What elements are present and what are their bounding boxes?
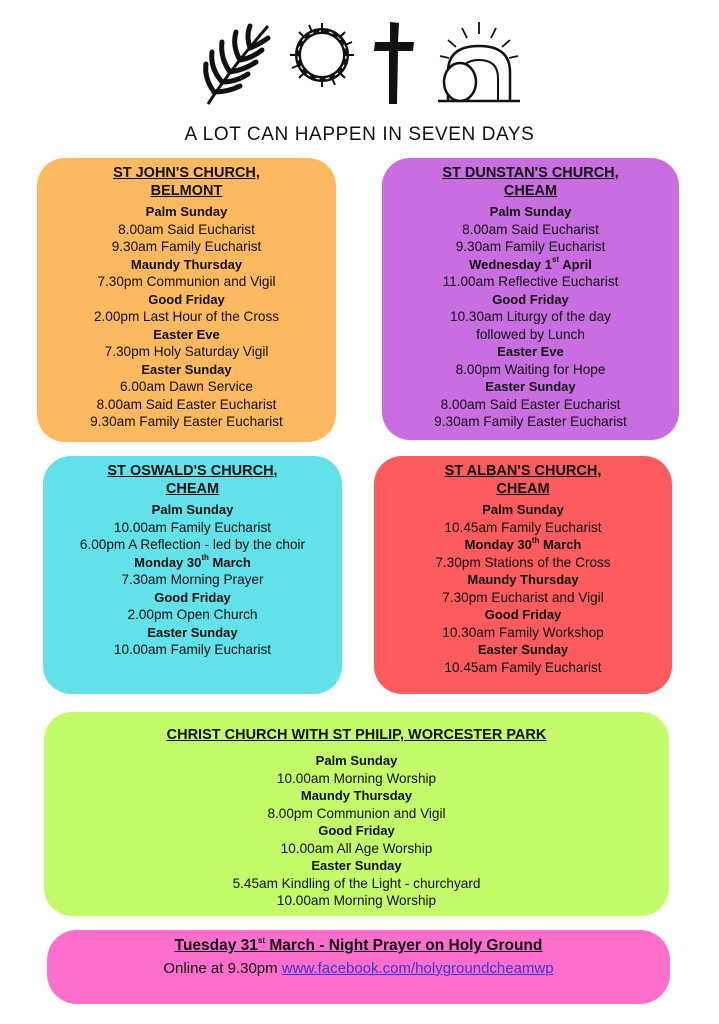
service-time <box>43 606 342 624</box>
line-text: Monday 30 <box>464 537 532 552</box>
line-text: 10.00am All Age Worship <box>280 840 433 856</box>
line-text: 8.00am Said Easter Eucharist <box>440 396 621 412</box>
line-sup: st <box>551 255 560 265</box>
service-time <box>374 589 672 607</box>
line-text: 7.30pm Communion and Vigil <box>97 274 276 289</box>
line-text: Monday 30 <box>134 554 202 570</box>
service-day <box>382 291 679 309</box>
banner-title-pre: Tuesday 31 <box>174 937 258 954</box>
service-day <box>44 857 669 875</box>
church-card-st-dunstans <box>382 158 679 440</box>
line-text: 6.00pm A Reflection - led by the choir <box>79 537 306 552</box>
night-prayer-banner <box>47 930 670 1004</box>
service-time <box>37 273 336 291</box>
line-text: 7.30pm Stations of the Cross <box>435 554 611 570</box>
line-text: 9.30am Family Easter Eucharist <box>434 414 627 429</box>
service-list <box>374 501 672 676</box>
line-text: 2.00pm Last Hour of the Cross <box>93 309 280 324</box>
line-text: 7.30pm Eucharist and Vigil <box>442 589 604 605</box>
line-text: Palm Sunday <box>489 204 572 219</box>
service-day <box>44 787 669 805</box>
line-text: 8.00am Said Eucharist <box>462 221 599 237</box>
service-time <box>382 413 679 431</box>
service-time <box>44 840 669 858</box>
service-day <box>43 554 342 572</box>
line-text: Maundy Thursday <box>130 256 243 272</box>
service-day <box>44 822 669 840</box>
line-text: 10.00am Family Eucharist <box>113 642 272 657</box>
line-text: Good Friday <box>484 607 562 622</box>
service-time <box>37 396 336 414</box>
service-list <box>382 203 679 431</box>
line-text: Maundy Thursday <box>467 572 579 587</box>
line-text: Good Friday <box>492 291 569 307</box>
header-icons <box>0 20 719 110</box>
service-day <box>374 501 672 519</box>
church-title <box>37 164 336 200</box>
line-text: 10.45am Family Eucharist <box>444 519 602 535</box>
service-time <box>382 396 679 414</box>
service-time <box>37 413 336 431</box>
line-text: 8.00pm Communion and Vigil <box>267 805 446 821</box>
line-text: 7.30am Morning Prayer <box>121 572 264 587</box>
service-time <box>44 892 669 910</box>
church-location: BELMONT <box>150 183 223 199</box>
church-name: ST ALBAN'S CHURCH, <box>444 463 602 479</box>
service-time <box>382 326 679 344</box>
service-day <box>382 256 679 274</box>
banner-title-sup: st <box>257 935 266 945</box>
service-day <box>37 203 336 221</box>
service-day <box>37 326 336 344</box>
service-time <box>37 308 336 326</box>
line-text: 5.45am Kindling of the Light - churchyard <box>232 875 481 891</box>
service-list <box>44 752 669 910</box>
service-day <box>37 361 336 379</box>
service-day <box>374 606 672 624</box>
line-text: 7.30pm Holy Saturday Vigil <box>104 344 269 359</box>
line-text: 9.30am Family Eucharist <box>111 239 262 254</box>
line-text: Good Friday <box>148 291 225 307</box>
line-after: April <box>559 256 592 272</box>
line-text: 10.45am Family Eucharist <box>444 659 602 675</box>
online-text: Online at 9.30pm <box>163 960 282 977</box>
empty-tomb-icon <box>434 20 524 106</box>
line-text: Easter Eve <box>497 344 564 359</box>
line-text: 8.00pm Waiting for Hope <box>455 361 606 377</box>
line-text: 10.30am Liturgy of the day <box>450 309 611 324</box>
service-day <box>382 378 679 396</box>
line-text: Easter Sunday <box>147 624 238 640</box>
line-text: Easter Sunday <box>311 858 402 873</box>
church-title <box>43 462 342 498</box>
line-text: 10.00am Family Eucharist <box>113 519 272 535</box>
line-text: Wednesday 1 <box>469 256 552 272</box>
service-time <box>43 536 342 554</box>
service-time <box>37 221 336 239</box>
service-day <box>382 343 679 361</box>
service-time <box>382 221 679 239</box>
cross-icon <box>372 20 416 106</box>
line-text: Good Friday <box>318 823 395 838</box>
service-day <box>43 624 342 642</box>
service-time <box>43 571 342 589</box>
banner-title <box>47 936 670 956</box>
facebook-link[interactable]: www.facebook.com/holygroundcheamwp <box>281 960 554 977</box>
service-time <box>382 238 679 256</box>
service-list <box>37 203 336 431</box>
church-location: CHEAM <box>165 481 220 497</box>
line-text: Palm Sunday <box>315 753 398 768</box>
banner-online-line <box>47 960 670 978</box>
church-name: ST OSWALD'S CHURCH, <box>107 463 278 479</box>
line-sup: th <box>531 535 540 545</box>
line-text: 6.00am Dawn Service <box>120 379 253 394</box>
service-day <box>374 536 672 554</box>
service-time <box>374 624 672 642</box>
service-time <box>43 641 342 659</box>
service-day <box>44 752 669 770</box>
line-text: 2.00pm Open Church <box>127 607 258 622</box>
church-title <box>382 164 679 200</box>
tagline: A LOT CAN HAPPEN IN SEVEN DAYS <box>184 124 535 145</box>
service-time <box>37 378 336 396</box>
church-card-christ-church <box>44 712 669 916</box>
line-text: 8.00am Said Easter Eucharist <box>96 396 277 412</box>
church-title <box>44 726 669 744</box>
line-text: 9.30am Family Easter Eucharist <box>90 414 283 429</box>
line-text: Palm Sunday <box>151 502 234 517</box>
service-list <box>43 501 342 659</box>
line-text: 10.30am Family Workshop <box>442 624 604 640</box>
line-text: Easter Sunday <box>485 379 576 394</box>
service-time <box>374 659 672 677</box>
line-text: Easter Eve <box>153 326 220 342</box>
service-time <box>37 343 336 361</box>
service-day <box>43 589 342 607</box>
service-time <box>382 308 679 326</box>
line-sup: th <box>201 553 209 563</box>
line-text: followed by Lunch <box>476 326 585 342</box>
service-time <box>43 519 342 537</box>
church-card-st-johns <box>37 158 336 442</box>
line-text: Palm Sunday <box>482 502 564 517</box>
line-text: 10.00am Morning Worship <box>276 770 437 786</box>
service-time <box>382 273 679 291</box>
line-text: 8.00am Said Eucharist <box>118 221 255 237</box>
service-day <box>374 641 672 659</box>
church-location: CHEAM <box>496 481 550 497</box>
palm-leaf-icon <box>200 20 276 108</box>
line-text: 9.30am Family Eucharist <box>455 239 606 254</box>
line-text: Maundy Thursday <box>300 788 413 803</box>
crown-of-thorns-icon <box>287 20 357 90</box>
church-card-st-oswalds <box>43 456 342 694</box>
line-text: 10.00am Morning Worship <box>276 893 437 908</box>
banner-title-post: March - Night Prayer on Holy Ground <box>265 937 543 954</box>
church-name: ST DUNSTAN'S CHURCH, <box>442 165 619 181</box>
service-day <box>37 291 336 309</box>
service-time <box>37 238 336 256</box>
service-time <box>44 875 669 893</box>
line-text: Easter Sunday <box>477 642 569 657</box>
line-text: Palm Sunday <box>145 204 228 219</box>
church-card-st-albans <box>374 456 672 694</box>
line-after: March <box>539 537 582 552</box>
church-name: ST JOHN'S CHURCH, <box>113 165 260 181</box>
service-time <box>382 361 679 379</box>
line-after: March <box>208 554 251 570</box>
service-time <box>44 770 669 788</box>
church-name: CHRIST CHURCH WITH ST PHILIP, WORCESTER PARK <box>166 727 547 743</box>
line-text: Easter Sunday <box>141 361 232 377</box>
line-text: Good Friday <box>154 589 231 605</box>
service-day <box>374 571 672 589</box>
line-text: 11.00am Reflective Eucharist <box>442 274 619 289</box>
service-day <box>37 256 336 274</box>
service-day <box>382 203 679 221</box>
service-time <box>374 554 672 572</box>
church-title <box>374 462 672 498</box>
service-time <box>374 519 672 537</box>
service-day <box>43 501 342 519</box>
service-time <box>44 805 669 823</box>
church-location: CHEAM <box>503 183 558 199</box>
